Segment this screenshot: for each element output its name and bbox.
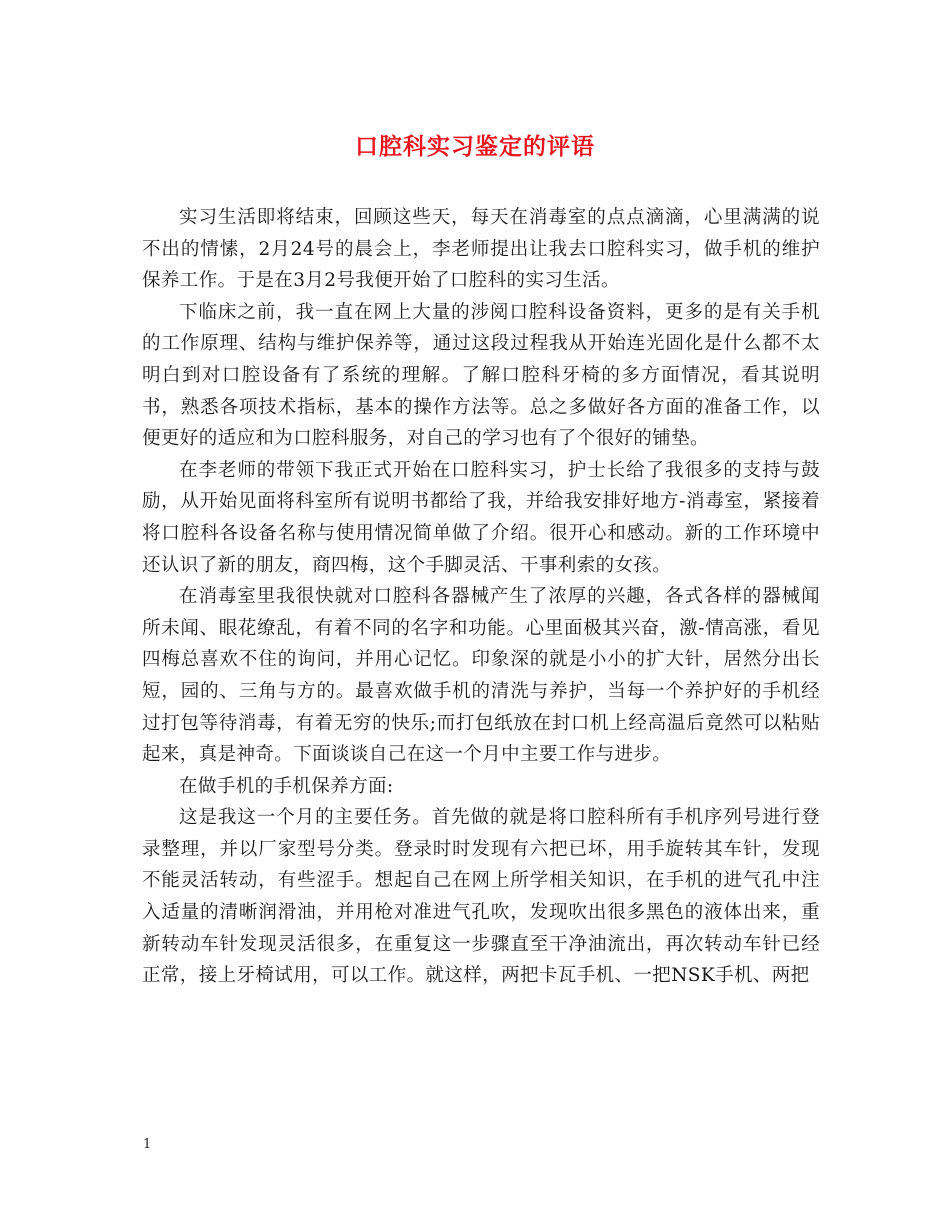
paragraph-5: 在做手机的手机保养方面: <box>179 775 394 797</box>
paragraph-3: 在李老师的带领下我正式开始在口腔科实习，护士长给了我很多的支持与鼓励，从开始见面将科室所有说明书都给了我，并给我安排好地方-消毒室，紧接着将口腔科各设备名称与使用情况简单做了介绍。很开心和感动。新的工作环境中还认识了新的朋友，商四梅，这个手脚灵活、干事利索的女孩。 <box>142 459 820 576</box>
document-title: 口腔科实习鉴定的评语 <box>355 133 595 160</box>
paragraph-2: 下临床之前，我一直在网上大量的涉阅口腔科设备资料，更多的是有关手机的工作原理、结构与维护保养等，通过这段过程我从开始连光固化是什么都不太明白到对口腔设备有了系统的理解。了解口腔科牙椅的多方面情况，看其说明书，熟悉各项技术指标，基本的操作方法等。总之多做好各方面的准备工作，以便更好的适应和为口腔科服务，对自己的学习也有了个很好的铺垫。 <box>142 301 820 450</box>
document-body <box>142 202 820 992</box>
paragraph-4: 在消毒室里我很快就对口腔科各器械产生了浓厚的兴趣，各式各样的器械闻所未闻、眼花缭乱，有着不同的名字和功能。心里面极其兴奋，激-情高涨，看见四梅总喜欢不住的询问，并用心记忆。印象深的就是小小的扩大针，居然分出长短，园的、三角与方的。最喜欢做手机的清洗与养护，当每一个养护好的手机经过打包等待消毒，有着无穷的快乐;而打包纸放在封口机上经高温后竟然可以粘贴起来，真是神奇。下面谈谈自己在这一个月中主要工作与进步。 <box>142 586 820 766</box>
paragraph-1: 实习生活即将结束，回顾这些天，每天在消毒室的点点滴滴，心里满满的说不出的情愫，2月24号的晨会上，李老师提出让我去口腔科实习，做手机的维护保养工作。于是在3月2号我便开始了口腔科的实习生活。 <box>142 207 820 292</box>
page-number: 1 <box>143 1137 152 1152</box>
paragraph-6: 这是我这一个月的主要任务。首先做的就是将口腔科所有手机序列号进行登录整理，并以厂家型号分类。登录时时发现有六把已坏，用手旋转其车针，发现不能灵活转动，有些涩手。想起自己在网上所学相关知识，在手机的进气孔中注入适量的清晰润滑油，并用枪对准进气孔吹，发现吹出很多黑色的液体出来，重新转动车针发现灵活很多，在重复这一步骤直至干净油流出，再次转动车针已经正常，接上牙椅试用，可以工作。就这样，两把卡瓦手机、一把NSK手机、两把 <box>142 807 820 987</box>
